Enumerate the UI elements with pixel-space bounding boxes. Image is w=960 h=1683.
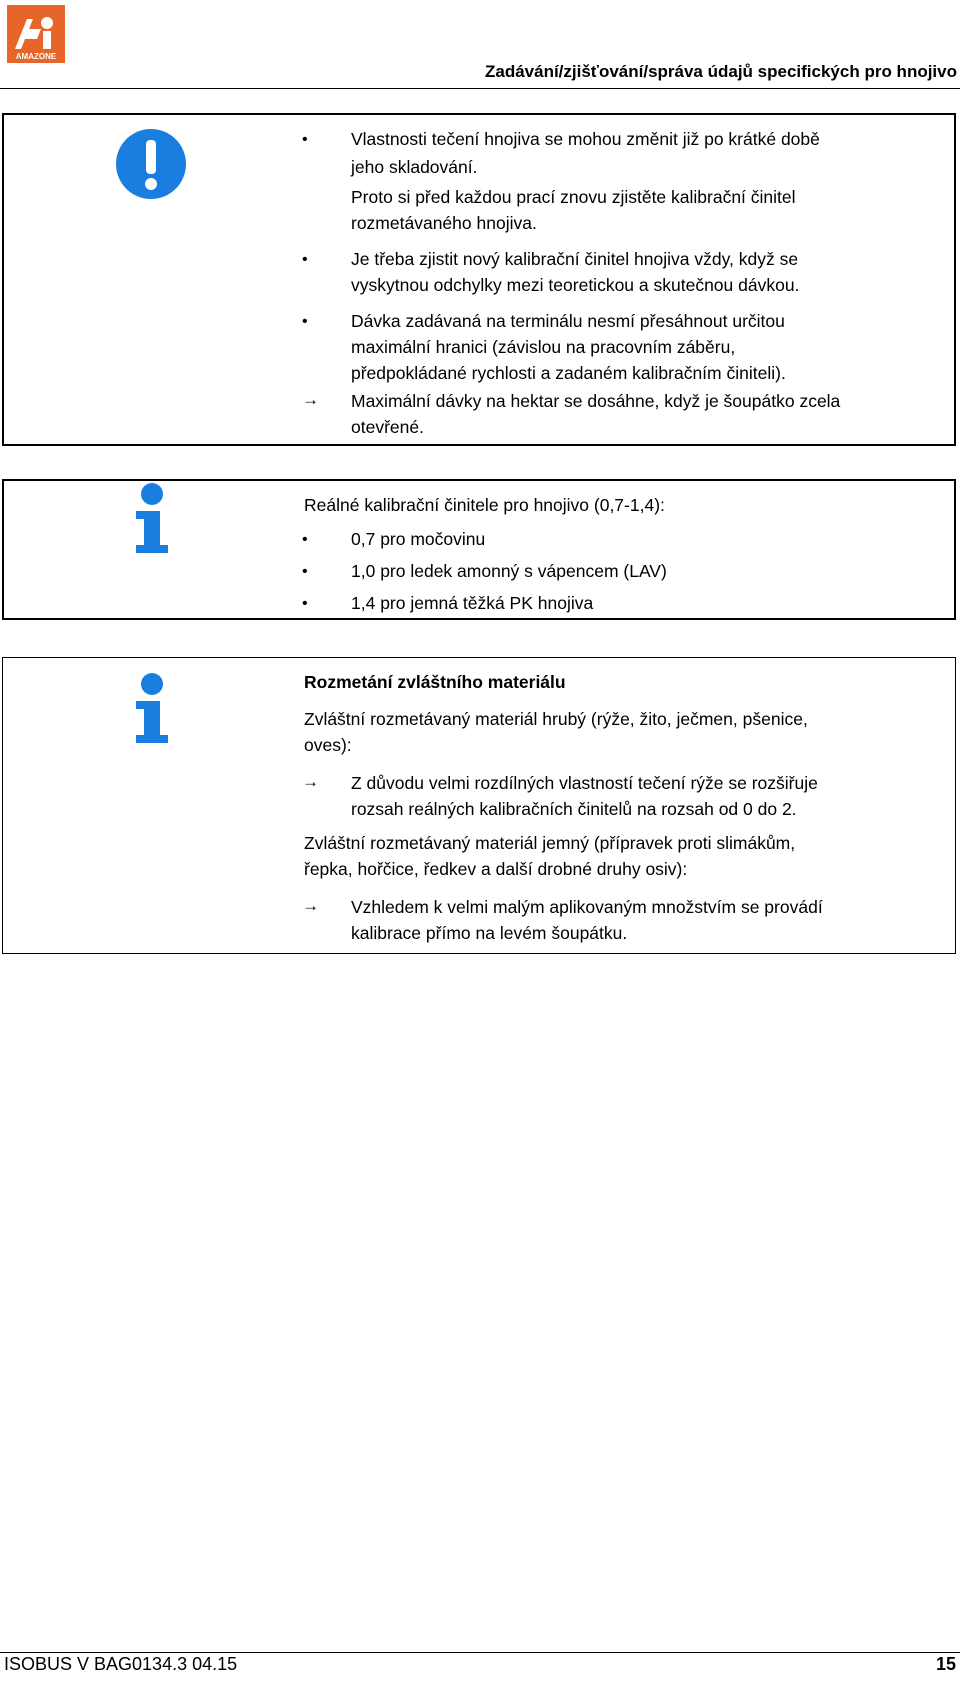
warning-text: Je třeba zjistit nový kalibrační činitel hnojiva vždy, když se — [351, 249, 799, 269]
paragraph-text: kalibrace přímo na levém šoupátku. — [351, 923, 628, 943]
paragraph-text: Z důvodu velmi rozdílných vlastností tečení rýže se rozšiřuje — [351, 773, 818, 793]
section-heading: Rozmetání zvláštního materiálu — [304, 672, 566, 692]
info-intro: Reálné kalibrační činitele pro hnojivo (0,7-1,4): — [304, 495, 665, 515]
arrow-right-icon: → — [302, 772, 319, 791]
warning-text: jeho skladování. — [351, 157, 478, 177]
bullet-icon: • — [302, 313, 308, 330]
page-title: Zadávání/zjišťování/správa údajů specifických pro hnojivo — [484, 62, 957, 81]
info-icon — [133, 483, 171, 553]
footer-divider — [0, 1652, 960, 1653]
bullet-icon: • — [302, 595, 308, 612]
bullet-icon: • — [302, 531, 308, 548]
warning-text: Maximální dávky na hektar se dosáhne, když je šoupátko zcela — [351, 391, 841, 411]
list-item: 1,4 pro jemná těžká PK hnojiva — [351, 593, 594, 613]
warning-text: Dávka zadávaná na terminálu nesmí přesáhnout určitou — [351, 311, 785, 331]
bullet-icon: • — [302, 131, 308, 148]
paragraph-text: řepka, hořčice, ředkev a další drobné druhy osiv): — [304, 859, 688, 879]
warning-text: předpokládané rychlosti a zadaném kalibračním činiteli). — [351, 363, 786, 383]
paragraph-text: Zvláštní rozmetávaný materiál jemný (přípravek proti slimákům, — [304, 833, 796, 853]
bullet-icon: • — [302, 251, 308, 268]
paragraph-text: Zvláštní rozmetávaný materiál hrubý (rýže, žito, ječmen, pšenice, — [304, 709, 808, 729]
list-item: 1,0 pro ledek amonný s vápencem (LAV) — [351, 561, 667, 581]
warning-text: Vlastnosti tečení hnojiva se mohou změnit již po krátké době — [351, 129, 820, 149]
exclamation-circle-icon — [115, 128, 187, 200]
amazone-logo — [7, 5, 65, 63]
arrow-right-icon: → — [302, 896, 319, 915]
page-number: 15 — [935, 1654, 956, 1674]
warning-text: Proto si před každou prací znovu zjistěte kalibrační činitel — [351, 187, 796, 207]
warning-text: otevřené. — [351, 417, 424, 437]
arrow-right-icon: → — [302, 390, 319, 409]
warning-text: vyskytnou odchylky mezi teoretickou a skutečnou dávkou. — [351, 275, 800, 295]
bullet-icon: • — [302, 563, 308, 580]
paragraph-text: rozsah reálných kalibračních činitelů na rozsah od 0 do 2. — [351, 799, 797, 819]
list-item: 0,7 pro močovinu — [351, 529, 486, 549]
svg-text:AMAZONE: AMAZONE — [15, 52, 57, 61]
header-divider — [0, 88, 960, 89]
info-icon — [133, 673, 171, 743]
document-id: ISOBUS V BAG0134.3 04.15 — [4, 1654, 238, 1674]
paragraph-text: Vzhledem k velmi malým aplikovaným množstvím se provádí — [351, 897, 823, 917]
paragraph-text: oves): — [304, 735, 352, 755]
warning-text: rozmetávaného hnojiva. — [351, 213, 537, 233]
warning-text: maximální hranici (závislou na pracovním záběru, — [351, 337, 736, 357]
